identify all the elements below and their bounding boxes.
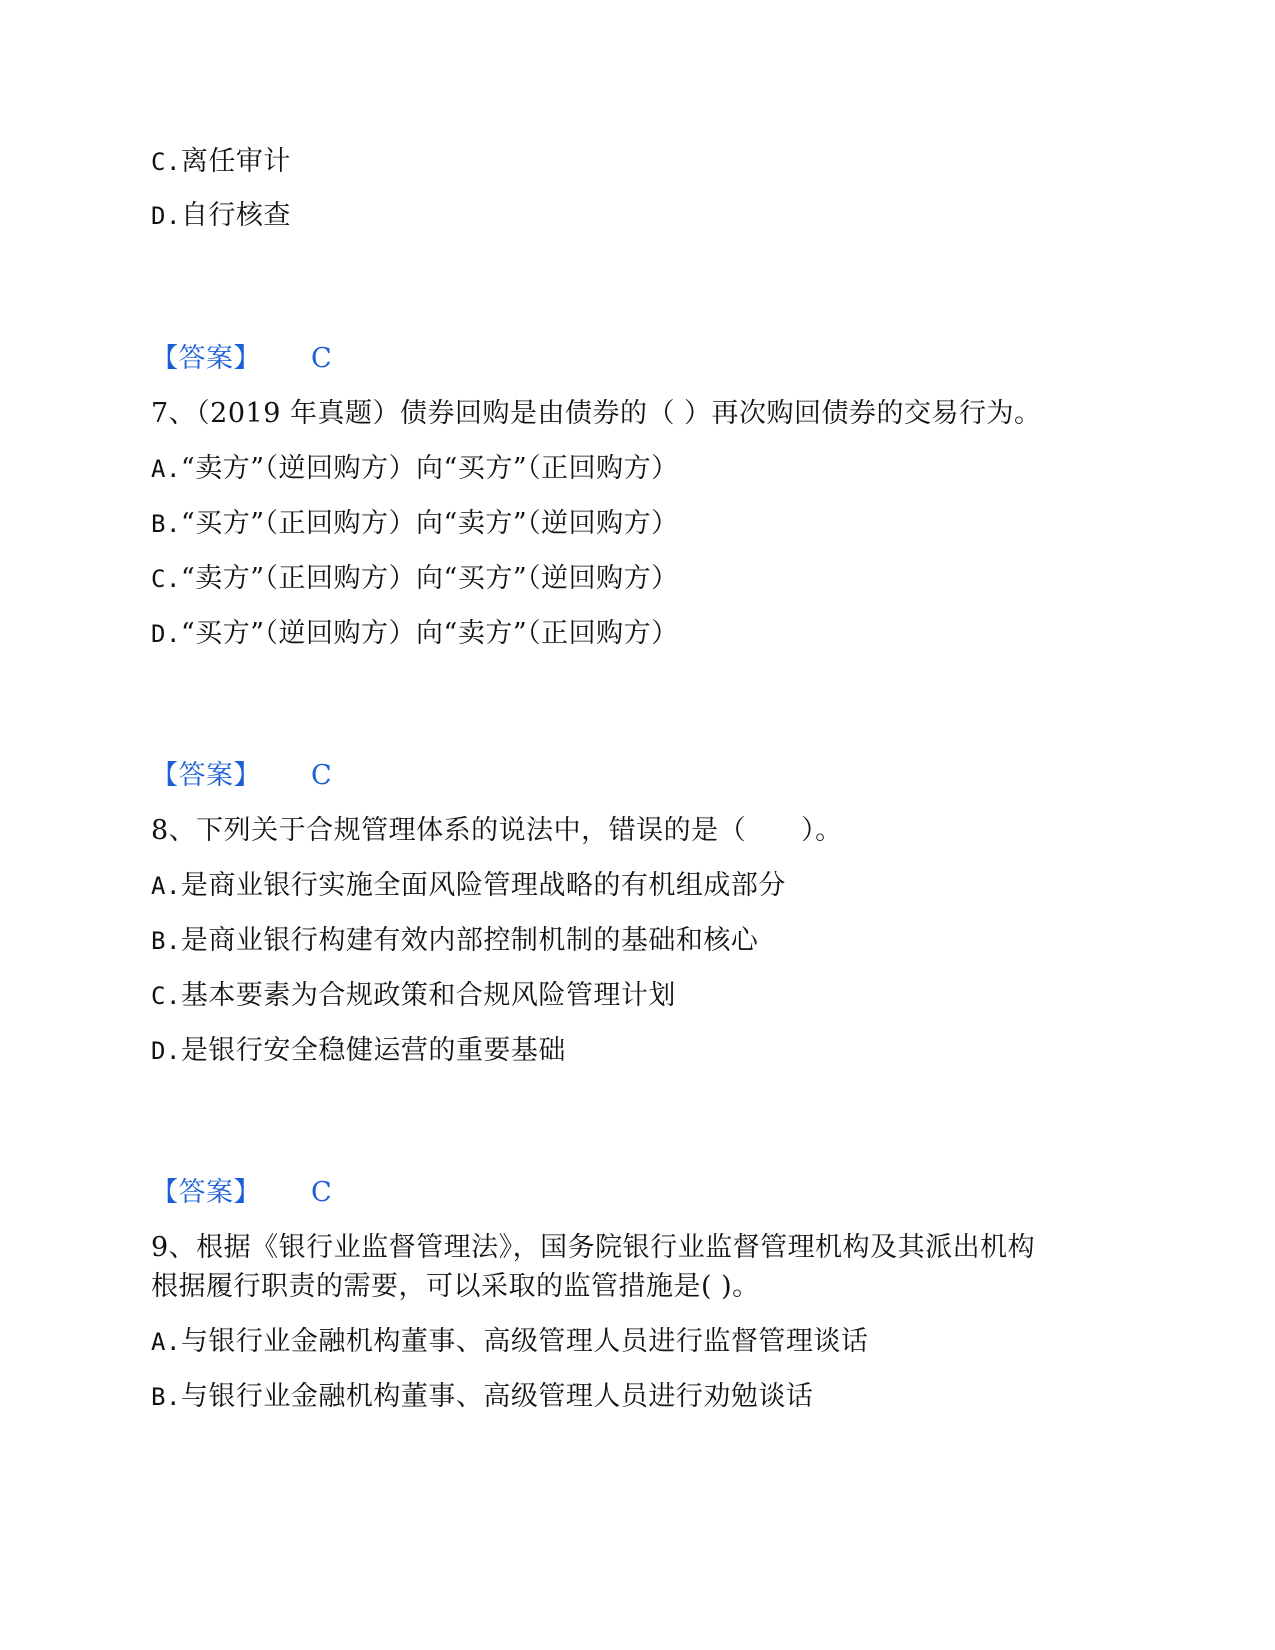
option-text: 自行核查 bbox=[180, 200, 291, 231]
option-text: “买方”（逆回购方）向“卖方”（正回购方） bbox=[180, 618, 679, 649]
option-text: 是商业银行实施全面风险管理战略的有机组成部分 bbox=[180, 870, 786, 901]
answer-row bbox=[151, 1177, 332, 1209]
option-text: 基本要素为合规政策和合规风险管理计划 bbox=[180, 980, 676, 1011]
option-b bbox=[151, 925, 758, 957]
option-b bbox=[151, 508, 679, 540]
answer-label: 【答案】 bbox=[151, 343, 261, 374]
option-text: “卖方”（逆回购方）向“买方”（正回购方） bbox=[180, 453, 679, 484]
option-letter: C. bbox=[151, 982, 181, 1010]
answer-value: C bbox=[311, 760, 333, 791]
option-text: “买方”（正回购方）向“卖方”（逆回购方） bbox=[180, 508, 679, 539]
option-a bbox=[151, 1326, 868, 1358]
option-d bbox=[151, 200, 291, 232]
option-text: 离任审计 bbox=[180, 146, 291, 177]
option-letter: D. bbox=[151, 620, 181, 648]
option-c bbox=[151, 146, 291, 178]
option-text: 是商业银行构建有效内部控制机制的基础和核心 bbox=[180, 925, 759, 956]
answer-label: 【答案】 bbox=[151, 760, 261, 791]
option-c bbox=[151, 563, 679, 595]
question-text-line2: 根据履行职责的需要，可以采取的监管措施是( )。 bbox=[151, 1271, 760, 1302]
option-letter: D. bbox=[151, 202, 181, 230]
option-d bbox=[151, 1035, 566, 1067]
option-letter: C. bbox=[151, 565, 181, 593]
option-letter: B. bbox=[151, 927, 181, 955]
question-text: 8、下列关于合规管理体系的说法中，错误的是（ ）。 bbox=[151, 815, 843, 846]
option-letter: A. bbox=[151, 872, 181, 900]
option-a bbox=[151, 870, 786, 902]
answer-label: 【答案】 bbox=[151, 1177, 261, 1208]
answer-value: C bbox=[311, 343, 333, 374]
option-letter: D. bbox=[151, 1037, 181, 1065]
option-letter: B. bbox=[151, 510, 181, 538]
answer-value: C bbox=[311, 1177, 333, 1208]
option-letter: A. bbox=[151, 1328, 181, 1356]
option-text: 是银行安全稳健运营的重要基础 bbox=[180, 1035, 566, 1066]
option-text: 与银行业金融机构董事、高级管理人员进行监督管理谈话 bbox=[180, 1326, 869, 1357]
question-text: 7、（2019 年真题）债券回购是由债券的（ ）再次购回债券的交易行为。 bbox=[151, 398, 1042, 429]
answer-row bbox=[151, 343, 332, 375]
option-a bbox=[151, 453, 679, 485]
option-b bbox=[151, 1381, 813, 1413]
option-text: “卖方”（正回购方）向“买方”（逆回购方） bbox=[180, 563, 679, 594]
option-d bbox=[151, 618, 679, 650]
option-letter: A. bbox=[151, 455, 181, 483]
option-text: 与银行业金融机构董事、高级管理人员进行劝勉谈话 bbox=[180, 1381, 814, 1412]
option-letter: B. bbox=[151, 1383, 181, 1411]
option-letter: C. bbox=[151, 148, 181, 176]
option-c bbox=[151, 980, 676, 1012]
answer-row bbox=[151, 760, 332, 792]
question-text-line1: 9、根据《银行业监督管理法》，国务院银行业监督管理机构及其派出机构 bbox=[151, 1232, 1036, 1263]
